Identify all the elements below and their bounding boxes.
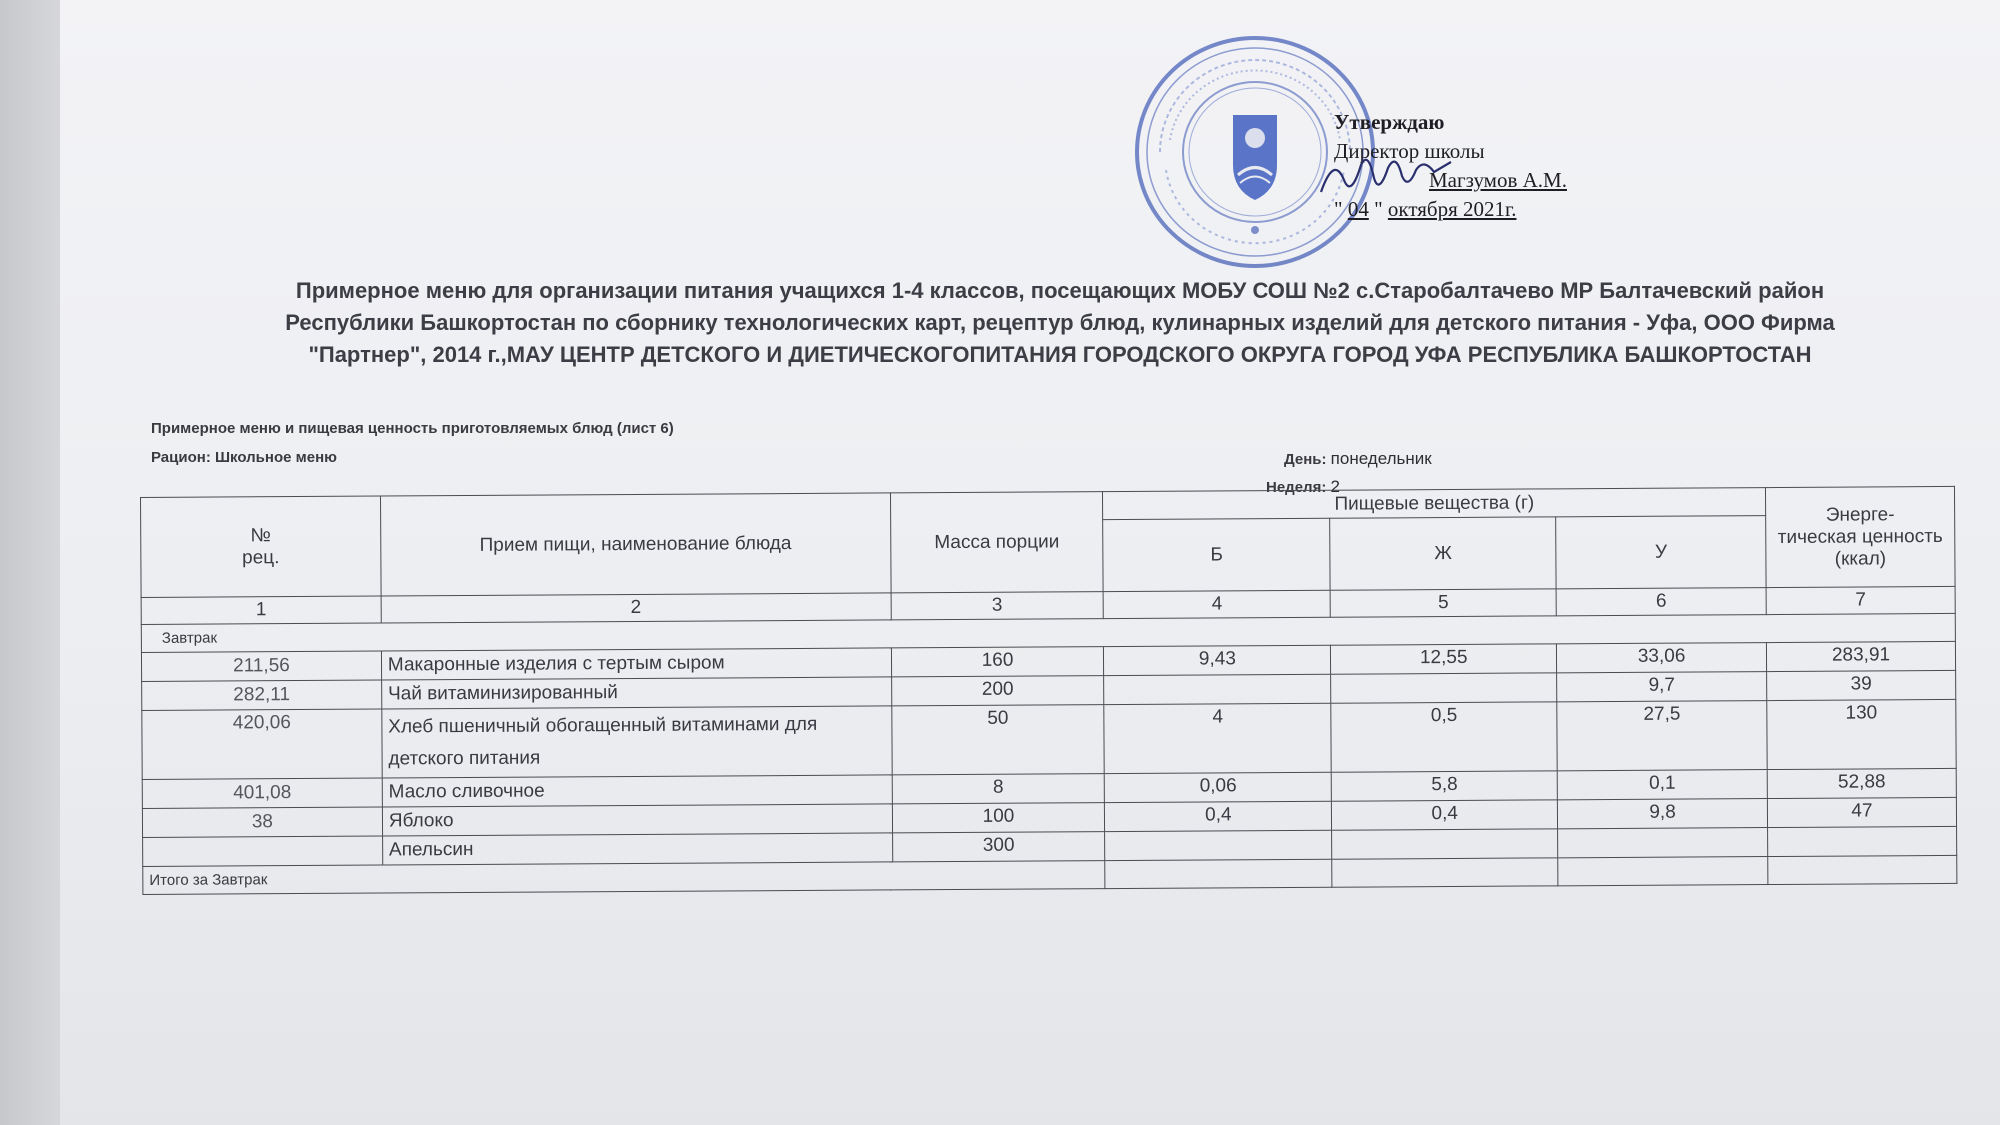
total-zh — [1332, 858, 1558, 887]
col-number-6: 6 — [1556, 588, 1766, 616]
header-energy-line2: тическая ценность — [1777, 525, 1943, 548]
header-nutrients: Пищевые вещества (г) — [1103, 488, 1766, 520]
date-month-year: октября 2021г. — [1387, 197, 1517, 221]
title-line-2: Республики Башкортостан по сборнику технологических карт, рецептур блюд, кулинарных изделий для детского питания - Уфа, ООО Фирма — [285, 310, 1835, 335]
row-zh: 0,5 — [1331, 702, 1557, 772]
row-b: 0,4 — [1105, 801, 1332, 831]
header-energy-line1: Энерге- — [1825, 503, 1895, 526]
date-quote-open: " — [1334, 197, 1343, 221]
row-energy — [1768, 826, 1957, 856]
header-zh: Ж — [1330, 517, 1556, 590]
row-b: 4 — [1104, 703, 1331, 773]
row-b: 9,43 — [1104, 645, 1331, 675]
row-u: 0,1 — [1557, 770, 1767, 800]
director-name: Магзумов А.М. — [1429, 168, 1567, 192]
menu-table — [140, 486, 1957, 895]
row-energy: 39 — [1767, 670, 1956, 700]
col-number-1: 1 — [141, 596, 381, 624]
row-mass: 8 — [892, 774, 1105, 804]
row-zh — [1332, 829, 1558, 859]
row-rec: 401,08 — [142, 778, 382, 808]
row-energy: 47 — [1767, 797, 1956, 827]
row-u: 9,7 — [1557, 672, 1767, 702]
header-u: У — [1556, 516, 1766, 589]
header-rec-line2: рец. — [242, 546, 280, 568]
ration-label: Рацион: Школьное меню — [151, 449, 337, 466]
header-b: Б — [1103, 518, 1330, 591]
day-value: понедельник — [1330, 449, 1432, 468]
total-energy — [1768, 855, 1957, 884]
header-rec-line1: № — [250, 524, 271, 546]
row-mass: 200 — [891, 676, 1104, 706]
signature — [1316, 150, 1456, 200]
row-zh: 0,4 — [1332, 800, 1558, 830]
page-shadow — [0, 0, 60, 1125]
row-dish: Масло сливочное — [382, 775, 892, 807]
document-title — [180, 275, 1940, 371]
row-b — [1104, 674, 1331, 704]
total-label: Итого за Завтрак — [143, 861, 1106, 895]
header-mass: Масса порции — [890, 492, 1103, 593]
row-b — [1105, 830, 1332, 860]
day-label: День: — [1284, 451, 1327, 468]
row-dish: Яблоко — [382, 804, 892, 836]
row-rec — [143, 836, 383, 866]
row-energy: 130 — [1767, 699, 1956, 769]
header-energy — [1766, 486, 1956, 587]
row-dish: Макаронные изделия с тертым сыром — [381, 648, 891, 680]
row-zh: 5,8 — [1332, 771, 1558, 801]
day-row — [1284, 449, 1432, 469]
title-line-3: "Партнер", 2014 г.,МАУ ЦЕНТР ДЕТСКОГО И ДИЕТИЧЕСКОГОПИТАНИЯ ГОРОДСКОГО ОКРУГА ГОРОД УФА РЕСПУБЛИКА БАШКОРТОСТАН — [308, 342, 1812, 367]
header-rec — [141, 496, 381, 597]
row-u: 27,5 — [1557, 701, 1767, 771]
row-dish: Апельсин — [382, 833, 892, 865]
row-mass: 300 — [892, 832, 1105, 862]
row-mass: 100 — [892, 803, 1105, 833]
header-energy-line3: (ккал) — [1834, 547, 1887, 570]
row-rec: 420,06 — [142, 709, 382, 779]
row-b: 0,06 — [1105, 772, 1332, 802]
row-zh — [1331, 673, 1557, 703]
row-u: 9,8 — [1558, 799, 1768, 829]
col-number-5: 5 — [1330, 589, 1556, 617]
header-dish: Прием пищи, наименование блюда — [380, 493, 890, 596]
row-energy: 52,88 — [1767, 768, 1956, 798]
table-row — [142, 699, 1956, 779]
row-rec: 282,11 — [142, 680, 382, 710]
row-mass: 160 — [891, 647, 1104, 677]
approval-title: Утверждаю — [1334, 110, 1445, 134]
week-label: Неделя: — [1266, 479, 1327, 496]
row-energy: 283,91 — [1766, 641, 1955, 671]
row-u — [1558, 828, 1768, 858]
col-number-2: 2 — [381, 593, 891, 623]
row-rec: 211,56 — [141, 651, 381, 681]
row-rec: 38 — [142, 807, 382, 837]
row-zh: 12,55 — [1331, 644, 1557, 674]
row-u: 33,06 — [1557, 643, 1767, 673]
row-dish: Хлеб пшеничный обогащенный витаминами для детского питания — [382, 706, 892, 778]
total-b — [1105, 859, 1332, 888]
date-quote-close: " — [1374, 197, 1383, 221]
section-label: Завтрак — [141, 613, 1955, 652]
date-day: 04 — [1347, 197, 1369, 221]
col-number-3: 3 — [891, 592, 1104, 620]
col-number-4: 4 — [1104, 590, 1331, 618]
sheet-label: Примерное меню и пищевая ценность приготовляемых блюд (лист 6) — [151, 420, 674, 437]
week-value: 2 — [1330, 477, 1340, 496]
row-mass: 50 — [891, 705, 1104, 775]
row-dish: Чай витаминизированный — [381, 677, 891, 709]
approval-position: Директор школы — [1334, 139, 1485, 163]
title-line-1: Примерное меню для организации питания учащихся 1-4 классов, посещающих МОБУ СОШ №2 с.Старобалтачево МР Балтачевский район — [295, 278, 1825, 303]
col-number-7: 7 — [1766, 586, 1955, 614]
total-u — [1558, 857, 1768, 886]
